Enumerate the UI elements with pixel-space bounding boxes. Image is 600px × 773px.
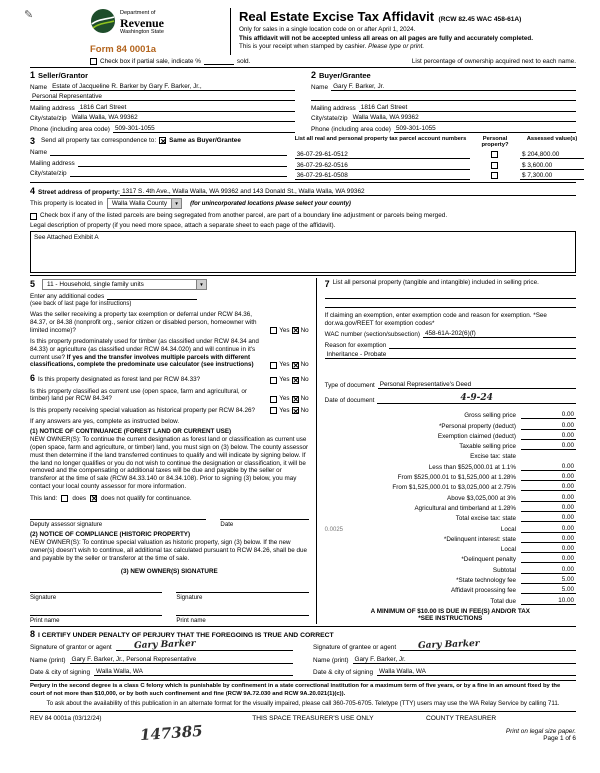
notice-compliance-title: (2) NOTICE OF COMPLIANCE (HISTORIC PROPERTY) xyxy=(30,531,191,539)
tax-row-value[interactable]: 0.00 xyxy=(521,504,576,512)
tax-row-value[interactable]: 0.00 xyxy=(521,566,576,574)
divider xyxy=(30,182,576,183)
name-print-label: Name (print) xyxy=(313,656,349,664)
correspondence-city-label: City/state/zip xyxy=(30,170,67,177)
tax-row-value[interactable]: 0.00 xyxy=(521,432,576,440)
seller-city-field[interactable]: Walla Walla, WA 99362 xyxy=(70,114,295,122)
document-date-label: Date of document xyxy=(324,397,375,405)
seller-section-title: Seller/Grantor xyxy=(38,71,89,80)
accessibility-note: To ask about the availability of this publication in an alternate format for the visually impaired, please call 360-705-6705. Teletype (TTY) users may use the WA Relay Service by calling 711. xyxy=(46,700,560,708)
assessed-value-field[interactable]: $ 204,800.00 xyxy=(520,151,584,159)
if-yes-note: If any answers are yes, complete as instructed below. xyxy=(30,417,180,425)
no-checkbox[interactable] xyxy=(292,377,299,384)
partial-sale-row xyxy=(90,58,576,65)
notice-continuance-title: (1) NOTICE OF CONTINUANCE (FOREST LAND OR CURRENT USE) xyxy=(30,428,232,436)
same-as-buyer-label: Same as Buyer/Grantee xyxy=(169,137,241,144)
grantor-signature-label: Signature of grantor or agent xyxy=(30,644,112,652)
tax-row-value[interactable]: 10.00 xyxy=(521,597,576,605)
this-land-label: This land: xyxy=(30,494,58,502)
section-seller: 1 Seller/Grantor Name Estate of Jacqueline R. Barker by Gary F. Barker, Jr., Personal Representative Mailing address 1816 Carl Street City/state/zip Walla Walla, WA 99362 Phone (including area code) 509-301-1055 xyxy=(30,70,295,133)
tax-row-value[interactable]: 0.00 xyxy=(521,483,576,491)
date-city-label: Date & city of signing xyxy=(313,669,374,677)
bottom-row xyxy=(30,721,576,744)
use-code-dropdown-value: 11 - Household, single family units xyxy=(47,280,144,288)
page-number: Page 1 of 6 xyxy=(543,734,576,742)
parcel-number-field[interactable]: 36-07-29-61-0508 xyxy=(295,172,470,180)
parcel-table xyxy=(295,136,584,181)
notice-continuance-body: NEW OWNER(S): To continue the current designation as forest land or classification as current use (open space, farm and agriculture, or timber) land, you must sign on (3) below. The county assessor must then determine if the land transferred continues to qualify and will indicate by signing below. If the land no longer qualifies or you do not wish to continue the designation or classification, it will be removed and the compensating or additional taxes will be due and payable by the seller or transferor at the time of sale (RCW 84.33.140 or 84.34.108). Prior to signing (3) below, you may contact your local county assessor for more information. xyxy=(30,436,309,490)
personal-property-checkbox[interactable] xyxy=(491,172,498,179)
legal-size-note: Print on legal size paper. xyxy=(505,727,576,735)
street-address-field[interactable]: 1317 S. 4th Ave., Walla Walla, WA 99362 and 143 Donald St., Walla Walla, WA 99362 xyxy=(120,188,576,196)
seller-phone-field[interactable]: 509-301-1055 xyxy=(113,125,295,133)
question-timber-agriculture: Is this property predominately used for timber (as classified under RCW 84.34 and 84.33) or agriculture (as classified under RCW 84.34.020) and will continue in it's current use? If yes and the transfer involves multiple parcels with different classifications, complete the predominate use calculator (see instructions) xyxy=(30,337,259,369)
county-dropdown[interactable] xyxy=(107,198,182,209)
tax-row-value[interactable]: 0.00 xyxy=(521,535,576,543)
print-name-label: Print name xyxy=(30,616,60,624)
additional-codes-label: Enter any additional codes xyxy=(30,293,105,301)
no-checkbox[interactable] xyxy=(292,396,299,403)
tax-row-label: Gross selling price xyxy=(464,412,516,420)
correspondence-mailing-label: Mailing address xyxy=(30,159,75,167)
question-current-use: Is this property classified as current use (open space, farm and agricultural, or timber) land per RCW 84.34? xyxy=(30,387,247,403)
tax-row-label: *State technology fee xyxy=(456,577,516,585)
section-property: 4 Street address of property: 1317 S. 4th Ave., Walla Walla, WA 99362 and 143 Donald St., Walla Walla, WA 99362 This property is located in Walla Walla County ▼ (for unincorporated locations please select your county) Check box if any of the listed parcels are being segregated from another parcel, are part of a boundary line adjustment or parcels being merged. Legal description of property (if you need more space, attach a separate sheet to each page of the affidavit). See Attached Exhibit A xyxy=(30,186,576,273)
new-owner-signature-line[interactable] xyxy=(30,586,162,593)
local-rate-value: 0.0025 xyxy=(324,526,343,533)
tax-row-value[interactable]: 0.00 xyxy=(521,463,576,471)
divider xyxy=(30,626,576,627)
section-correspondence: 3 Send all property tax correspondence to: ✕ Same as Buyer/Grantee Name Mailing address City/state/zip xyxy=(30,136,287,181)
buyer-phone-field[interactable]: 509-301-1055 xyxy=(394,125,576,133)
tax-row-value[interactable]: 0.00 xyxy=(521,422,576,430)
grantor-signature-field[interactable] xyxy=(116,639,293,652)
correspondence-label: Send all property tax correspondence to: xyxy=(41,137,157,144)
notice-compliance-body: NEW OWNER(S): To continue special valuation as historic property, sign (3) below. If the new owner(s) doesn't wish to continue, all additional tax calculated pursuant to RCW 84.26, shall be due and payable by the seller or transferor at the time of sale. xyxy=(30,539,308,562)
new-owner-print-name-line[interactable] xyxy=(176,609,308,616)
tax-row-label: *Personal property (deduct) xyxy=(438,422,516,430)
use-code-dropdown[interactable] xyxy=(42,279,207,290)
seller-city-label: City/state/zip xyxy=(30,115,67,122)
deputy-assessor-signature-line[interactable] xyxy=(30,513,206,520)
buyer-section-title: Buyer/Grantee xyxy=(319,71,371,80)
seller-mailing-label: Mailing address xyxy=(30,104,75,112)
grantee-signature-label: Signature of grantee or agent xyxy=(313,644,397,652)
yes-checkbox[interactable] xyxy=(270,377,277,384)
section-buyer: 2 Buyer/Grantee Name Gary F. Barker, Jr. Mailing address 1816 Carl Street City/state/zip Walla Walla, WA 99362 Phone (including area code) 509-301-1055 xyxy=(311,70,576,133)
correspondence-city-field[interactable] xyxy=(70,169,287,177)
divider xyxy=(30,680,576,681)
yes-checkbox[interactable] xyxy=(270,407,277,414)
question-historical-property: Is this property receiving special valuation as historical property per RCW 84.26? xyxy=(30,406,256,414)
additional-codes-note: (see back of last page for instructions) xyxy=(30,301,132,308)
tax-row-label: Less than $525,000.01 at 1.1% xyxy=(428,463,516,471)
agency-name: Revenue xyxy=(120,16,164,31)
new-owner-signature-line[interactable] xyxy=(176,586,308,593)
question-forest-land: 6 Is this property designated as forest land per RCW 84.33? xyxy=(30,372,201,383)
personal-property-checkbox[interactable] xyxy=(491,151,498,158)
yes-label: Yes xyxy=(279,361,290,369)
tax-calculation-table xyxy=(325,411,576,604)
buyer-city-label: City/state/zip xyxy=(311,115,348,122)
tax-row-value[interactable]: 5.00 xyxy=(521,586,576,594)
tax-row-value[interactable]: 0.00 xyxy=(521,525,576,533)
header-note-2: This affidavit will not be accepted unless all areas on all pages are fully and accurately completed. xyxy=(239,34,533,42)
document-type-label: Type of document xyxy=(324,382,375,390)
seller-name-label: Name xyxy=(30,83,48,91)
no-label: No xyxy=(300,326,309,334)
buyer-name-field-line2[interactable] xyxy=(311,93,576,101)
treasurer-stamp-number: 147385 xyxy=(139,721,204,744)
segregated-checkbox[interactable] xyxy=(30,213,37,220)
parcel-header-numbers: List all real and personal property tax parcel account numbers xyxy=(294,135,467,142)
continuance-qualify-row xyxy=(30,495,309,502)
correspondence-name-label: Name xyxy=(30,149,48,156)
buyer-phone-label: Phone (including area code) xyxy=(311,125,391,133)
no-checkbox[interactable] xyxy=(292,407,299,414)
partial-sale-checkbox[interactable] xyxy=(90,58,97,65)
seller-name-field[interactable]: Estate of Jacqueline R. Barker by Gary F. Barker, Jr., xyxy=(50,83,295,91)
grantor-print-name-field[interactable]: Gary F. Barker, Jr., Personal Representative xyxy=(70,656,293,664)
document-type-field[interactable]: Personal Representative's Deed xyxy=(378,381,576,389)
signature-label: Signature xyxy=(176,593,203,601)
new-owner-print-name-line[interactable] xyxy=(30,609,162,616)
title-rcw-reference: (RCW 82.45 WAC 458-61A) xyxy=(438,16,522,23)
personal-property-input-line[interactable] xyxy=(325,299,576,308)
segregated-label: Check box if any of the listed parcels are being segregated from another parcel, are part of a boundary line adjustment or parcels being merged. xyxy=(40,211,448,219)
tax-row-value[interactable]: 0.00 xyxy=(521,473,576,481)
tax-row-label: Total excise tax: state xyxy=(455,515,516,523)
yes-label: Yes xyxy=(279,395,290,403)
tax-row-value[interactable]: 0.00 xyxy=(521,411,576,419)
perjury-statement: Perjury in the second degree is a class C felony which is punishable by confinement in a state correctional institution for a maximum term of five years, or by a fine in an amount fixed by the court of not more than $10,000, or by both such confinement and fine (RCW 9A.72.030 and RCW 9A.20.021(1)(c)). xyxy=(30,683,561,697)
yes-label: Yes xyxy=(279,376,290,384)
parcel-row xyxy=(295,151,584,159)
deputy-date-label: Date xyxy=(220,520,234,528)
buyer-name-label: Name xyxy=(311,83,329,91)
no-checkbox[interactable] xyxy=(292,362,299,369)
section-certification: 8 I CERTIFY UNDER PENALTY OF PERJURY THAT THE FOREGOING IS TRUE AND CORRECT Signature of grantor or agent Gary Barker Signature of grantee or agent Gary Barker Name (print) Gary F. Barker, Jr., Personal Representative Name (print) Gary F. Barker, Jr. Date & city of signing Walla Walla, WA Date & city of signing Walla Walla, WA xyxy=(30,629,576,677)
personal-property-intro: List all personal property (tangible and intangible) included in selling price. xyxy=(332,278,539,286)
additional-codes-input[interactable] xyxy=(107,292,197,300)
same-as-buyer-checkbox[interactable] xyxy=(159,137,166,144)
exemption-note: If claiming an exemption, enter exemption code and reason for exemption. *See dor.wa.gov/REET for exemption codes* xyxy=(324,312,547,327)
tax-row-label: *Delinquent penalty xyxy=(461,556,516,564)
tax-row-value[interactable]: 0.00 xyxy=(521,545,576,553)
no-label: No xyxy=(300,376,309,384)
legal-description-label: Legal description of property (if you need more space, attach a separate sheet to each page of the affidavit). xyxy=(30,221,336,229)
yes-label: Yes xyxy=(279,406,290,414)
no-label: No xyxy=(300,406,309,414)
grantee-date-city-field[interactable]: Walla Walla, WA xyxy=(377,668,576,676)
name-print-label: Name (print) xyxy=(30,656,66,664)
yes-label: Yes xyxy=(279,326,290,334)
county-note: (for unincorporated locations please select your county) xyxy=(190,200,351,207)
correspondence-name-field[interactable] xyxy=(50,148,287,156)
no-label: No xyxy=(300,395,309,403)
personal-property-checkbox[interactable] xyxy=(491,162,498,169)
assessed-value-field[interactable]: $ 7,300.00 xyxy=(520,172,584,180)
tax-row-label: From $1,525,000.01 to $3,025,000 at 2.75% xyxy=(392,484,516,492)
tax-row-label: Affidavit processing fee xyxy=(450,587,516,595)
yes-checkbox[interactable] xyxy=(270,396,277,403)
parcel-row xyxy=(295,172,584,180)
correspondence-mailing-field[interactable] xyxy=(78,159,287,167)
seller-phone-label: Phone (including area code) xyxy=(30,125,110,133)
tax-row-label: Total due xyxy=(490,597,516,605)
new-owner-signature-title: (3) NEW OWNER(S) SIGNATURE xyxy=(120,567,218,575)
legal-description-value: See Attached Exhibit A xyxy=(34,233,99,241)
partial-sale-suffix: sold. xyxy=(236,58,251,65)
ownership-percentage-note: List percentage of ownership acquired next to each name. xyxy=(411,58,576,65)
assessed-value-field[interactable]: $ 3,600.00 xyxy=(520,162,584,170)
street-address-label: Street address of property: xyxy=(38,188,121,196)
no-label: No xyxy=(300,361,309,369)
partial-sale-percent-input[interactable] xyxy=(204,58,234,65)
deputy-assessor-label: Deputy assessor signature xyxy=(30,520,103,528)
grantor-signature-ink: Gary Barker xyxy=(133,639,196,652)
question-exemption-deferral: Was the seller receiving a property tax exemption or deferral under RCW 84.36, 84.37, or 84.38 (nonprofit org., senior citizen or disabled person, homeowner with limited income)? xyxy=(30,310,257,334)
agency-sub-label: Washington State xyxy=(120,28,164,35)
footer-row xyxy=(30,715,576,722)
grantor-date-city-field[interactable]: Walla Walla, WA xyxy=(94,668,293,676)
date-city-label: Date & city of signing xyxy=(30,669,91,677)
exemption-reason-label: Reason for exemption xyxy=(324,341,387,349)
tax-row-label: Excise tax: state xyxy=(470,453,516,461)
form-number: Form 84 0001a xyxy=(90,44,157,55)
yes-checkbox[interactable] xyxy=(270,362,277,369)
parcel-header-assessed: Assessed value(s) xyxy=(526,135,578,142)
divider xyxy=(30,275,576,276)
partial-sale-label: Check box if partial sale, indicate % xyxy=(100,58,201,65)
tax-row-spacer xyxy=(521,452,576,460)
form-revision: REV 84 0001a (03/12/24) xyxy=(30,714,102,722)
no-checkbox[interactable] xyxy=(292,327,299,334)
section-personal-property-tax: 7 List all personal property (tangible and intangible) included in selling price. If claiming an exemption, enter exemption code and reason for exemption. *See dor.wa.gov/REET for exemption codes* WAC number (section/subsection) 458-61A-202(6)(f) Reason for exemption Inheritance - Probate Type of document Personal Representative's Deed Date of document 4-9-24 Gross selling price 0.00 *Personal property (deduct) 0.00 Exemption claimed (deduct) 0.00 Taxable selling price 0.00 Excise tax: state Less than $525,000.01 at 1.1% 0.00 From $525,000.01 to $1,525,000 at 1.28% 0.00 From $1,525,000.01 to $3,025,000 at 2.75% 0.00 Above $3,025,000 at 3% 0.00 Agricultural and timberland at 1.28% 0.00 Total excise tax: state 0.00 0.0025 Local 0.00 *Delinquent interest: state 0.00 Local 0.00 *Delinquent penalty 0.00 Subtotal 0.00 *State technology fee 5.00 Affidavit processing fee 5.00 Total due 10.00 A MINIMUM OF $10.00 IS DUE IN FEE(S) AND/OR TAX *SEE INSTRUCTIONS xyxy=(324,278,574,622)
personal-property-input-line[interactable] xyxy=(325,290,576,299)
buyer-mailing-field[interactable]: 1816 Carl Street xyxy=(359,104,576,112)
minimum-due-note: A MINIMUM OF $10.00 IS DUE IN FEE(S) AND/OR TAX xyxy=(370,607,530,615)
signature-label: Signature xyxy=(30,593,57,601)
parcel-header-personal: Personal property? xyxy=(481,135,509,149)
located-in-label: This property is located in xyxy=(30,200,103,208)
tax-row-value[interactable]: 0.00 xyxy=(521,494,576,502)
page-title: Real Estate Excise Tax Affidavit xyxy=(239,9,435,24)
grantee-print-name-field[interactable]: Gary F. Barker, Jr. xyxy=(353,656,576,664)
tax-row-label: Local xyxy=(500,546,516,554)
header-note-3: This is your receipt when stamped by cashier. Please type or print. xyxy=(239,43,425,50)
agency-top-label: Department of xyxy=(120,10,156,17)
parcel-number-field[interactable]: 36-07-29-61-0512 xyxy=(295,151,470,159)
seller-mailing-field[interactable]: 1816 Carl Street xyxy=(78,104,295,112)
does-label: does xyxy=(72,494,86,502)
tax-row-label: *Delinquent interest: state xyxy=(443,535,516,543)
tax-row-label: From $525,000.01 to $1,525,000 at 1.28% xyxy=(397,474,516,482)
tax-row-label: Subtotal xyxy=(492,566,516,574)
wac-number-field[interactable]: 458-61A-202(6)(f) xyxy=(423,330,576,338)
treasurer-space-label: THIS SPACE TREASURER'S USE ONLY xyxy=(252,714,374,722)
deputy-date-line[interactable] xyxy=(220,513,308,520)
grantee-signature-field[interactable] xyxy=(400,639,576,652)
tax-row-label: Exemption claimed (deduct) xyxy=(437,432,516,440)
does-not-checkbox[interactable] xyxy=(90,495,97,502)
legal-description-box[interactable] xyxy=(30,231,576,273)
buyer-city-field[interactable]: Walla Walla, WA 99362 xyxy=(351,114,576,122)
tax-row-label: Agricultural and timberland at 1.28% xyxy=(414,504,516,512)
print-name-label: Print name xyxy=(176,616,206,624)
header-note-1: Only for sales in a single location code on or after April 1, 2024. xyxy=(239,26,416,33)
chevron-down-icon[interactable]: ▼ xyxy=(196,280,206,289)
yes-checkbox[interactable] xyxy=(270,327,277,334)
wac-number-label: WAC number (section/subsection) xyxy=(324,331,420,339)
exemption-reason-value[interactable]: Inheritance - Probate xyxy=(325,351,576,359)
tax-row-label: Taxable selling price xyxy=(459,443,516,451)
section-use-classification: 5 11 - Household, single family units ▼ Enter any additional codes (see back of last page for instructions) Was the seller receiving a property tax exemption or deferral under RCW 84.36, 84.37, or 84.38 (nonprofit org., senior citizen or disabled person, homeowner with limited income)? Yes ✕ No Is this property predominately used for timber (as classified under RCW 84.34 and 84.33) or agriculture (as classified under RCW 84.34.020) and will continue in it's current use? If yes and the transfer involves multiple parcels with different classifications, complete the predominate use calculator (see instructions) Yes ✕ No 6 Is this property designated as forest land per RCW 84.33? Yes ✕ No Is this property classified as current use (open space, farm and agricultural, or timber) land per RCW 84.34? Yes ✕ No Is this property receiving special valuation as historical property per RCW 84.26? Yes ✕ No If any answers are yes, complete as instructed below. (1) NOTICE OF CONTINUANCE (FOREST LAND OR CURRENT USE) NEW OWNER(S): To continue the current designation as forest land or classification as current use (open space, farm and agriculture, or timber) land, you must sign on (3) below. The county assessor must then determine if the land transferred continues to qualify and will indicate by signing below. If the land no longer qualifies or you do not wish to continue the designation or classification, it will be removed and the compensating or additional taxes will be due and payable by the seller or transferor at the time of sale (RCW 84.33.140 or 84.34.108). Prior to signing (3) below, you may contact your local county assessor for more information. This land: does ✕ does not qualify for continuance. Deputy assessor signature Date (2) NOTICE OF COMPLIANCE (HISTORIC PROPERTY) NEW OWNER(S): To continue special valuation as historic property, sign (3) below. If the new owner(s) doesn't wish to continue, all additional tax calculated pursuant to RCW 84.26, shall be due and payable by the seller or transferor at the time of sale. (3) NEW OWNER(S) SIGNATURE Signature Signature Print name Print name xyxy=(30,278,317,624)
buyer-mailing-label: Mailing address xyxy=(311,104,356,112)
edit-icon[interactable]: ✎ xyxy=(24,9,34,21)
see-instructions-note: *SEE INSTRUCTIONS xyxy=(418,614,483,622)
parcel-row xyxy=(295,162,584,170)
chevron-down-icon[interactable]: ▼ xyxy=(171,199,181,208)
document-date-field[interactable]: 4-9-24 xyxy=(377,393,576,404)
form-header xyxy=(90,8,576,55)
exemption-reason-field[interactable] xyxy=(389,341,576,349)
tax-row-value[interactable]: 0.00 xyxy=(521,555,576,563)
buyer-name-field[interactable]: Gary F. Barker, Jr. xyxy=(331,83,576,91)
parcel-number-field[interactable]: 36-07-29-62-0516 xyxy=(295,162,470,170)
tax-row-label: Above $3,025,000 at 3% xyxy=(447,494,516,502)
does-checkbox[interactable] xyxy=(61,495,68,502)
grantee-signature-ink: Gary Barker xyxy=(417,639,480,652)
divider xyxy=(30,67,576,68)
dor-logo xyxy=(90,8,116,39)
tax-row-value[interactable]: 0.00 xyxy=(521,442,576,450)
certification-title: I CERTIFY UNDER PENALTY OF PERJURY THAT THE FOREGOING IS TRUE AND CORRECT xyxy=(38,631,334,639)
seller-name-field-line2[interactable]: Personal Representative xyxy=(30,93,295,101)
does-not-label: does not qualify for continuance. xyxy=(100,494,192,502)
county-dropdown-value: Walla Walla County xyxy=(111,200,168,208)
tax-row-value[interactable]: 5.00 xyxy=(521,576,576,584)
tax-row-label: Local xyxy=(500,525,516,533)
divider xyxy=(30,711,576,712)
tax-row-value[interactable]: 0.00 xyxy=(521,514,576,522)
county-treasurer-label: COUNTY TREASURER xyxy=(426,714,497,722)
